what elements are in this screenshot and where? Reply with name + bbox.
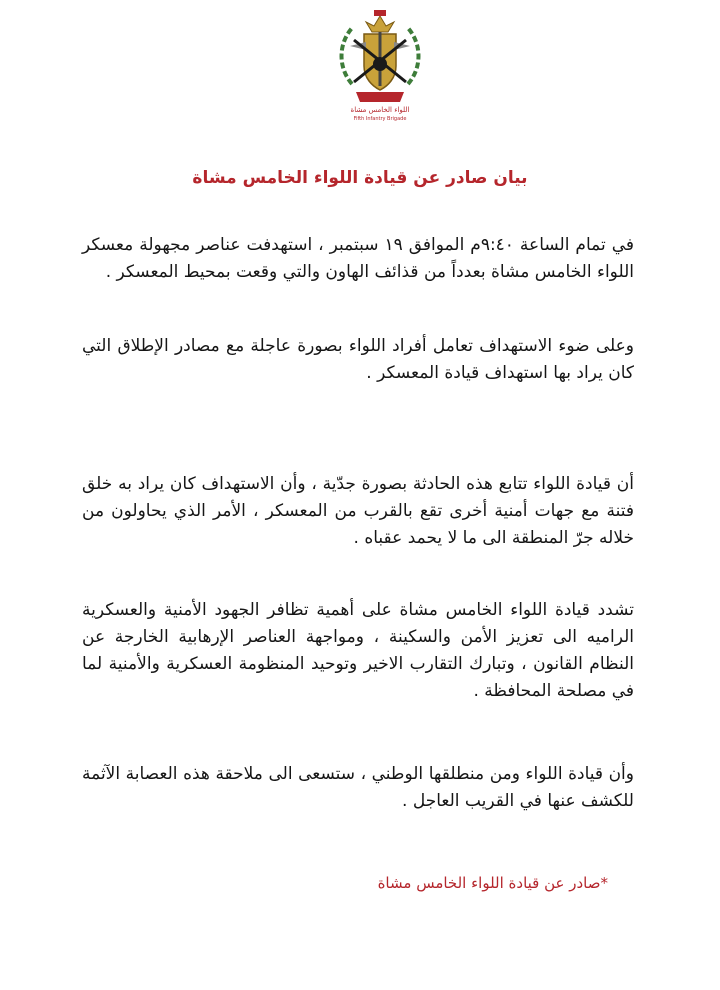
logo-caption-english: Fifth Infantry Brigade	[353, 116, 407, 122]
paragraph-pursuit: وأن قيادة اللواء ومن منطلقها الوطني ، ستسعى الى ملاحقة هذه العصابة الآثمة للكشف عنها في القريب العاجل .	[82, 764, 634, 811]
statement-title: بيان صادر عن قيادة اللواء الخامس مشاة	[192, 168, 528, 188]
paragraph-cooperation: تشدد قيادة اللواء الخامس مشاة على أهمية تظافر الجهود الأمنية والعسكرية الراميه الى تعزيز الأمن والسكينة ، ومواجهة العناصر الإرهابية الخارجة عن النظام القانون ، وتبارك التقارب الاخير وتوحيد المنظومة العسكرية والأمنية لما في مصلحة المحافظة .	[82, 600, 634, 701]
paragraph-response: وعلى ضوء الاستهداف تعامل أفراد اللواء بصورة عاجلة مع مصادر الإطلاق التي كان يراد بها استهداف قيادة المعسكر .	[82, 336, 634, 383]
brigade-emblem-icon	[330, 6, 430, 106]
paragraph-investigation: أن قيادة اللواء تتابع هذه الحادثة بصورة جدّية ، وأن الاستهداف كان يراد به خلق فتنة مع جهات أمنية أخرى تقع بالقرب من المعسكر ، الأمر الذي يحاولون من خلاله جرّ المنطقة الى ما لا يحمد عقباه .	[82, 474, 634, 548]
statement-signature: *صادر عن قيادة اللواء الخامس مشاة	[377, 874, 608, 892]
brigade-logo	[330, 6, 430, 128]
logo-caption-arabic: اللواء الخامس مشاة	[350, 106, 410, 114]
paragraph-attack-details: في تمام الساعة ٩:٤٠م الموافق ١٩ سبتمبر ، استهدفت عناصر مجهولة معسكر اللواء الخامس مشاة بعدداً من قذائف الهاون والتي وقعت بمحيط المعسكر .	[82, 235, 634, 282]
